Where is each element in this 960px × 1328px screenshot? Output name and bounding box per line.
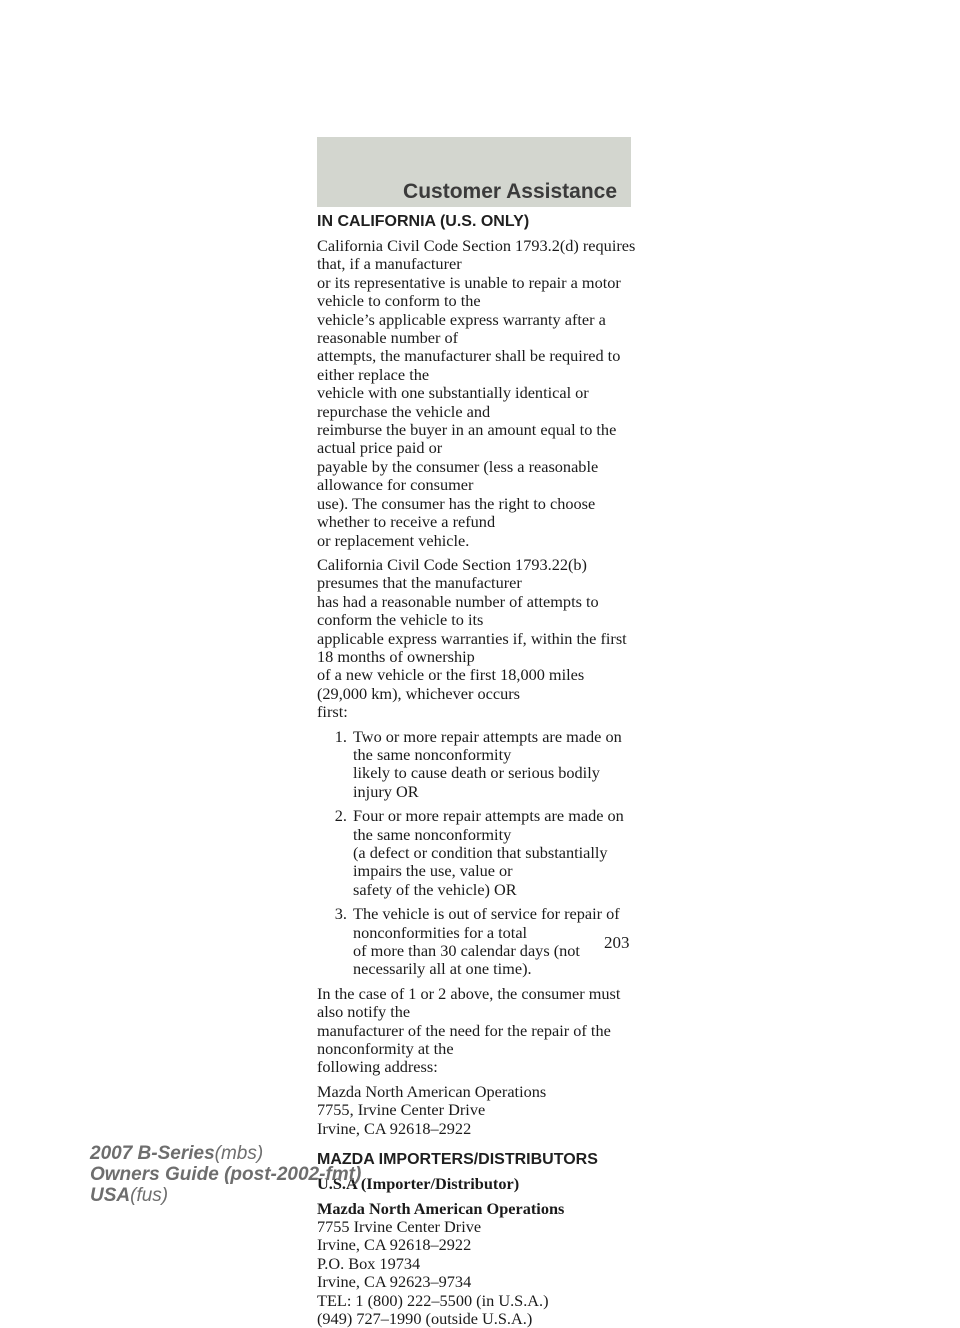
list-item-text: Four or more repair attempts are made on the same nonconformity (a defect or condition that substantially impairs the use, value or safety of the vehicle) OR xyxy=(353,806,624,899)
california-address: Mazda North American Operations 7755, Irvine Center Drive Irvine, CA 92618–2922 xyxy=(317,1081,547,1138)
footer-model-code: (mbs) xyxy=(214,1143,264,1164)
page-number: 203 xyxy=(604,933,630,952)
list-item xyxy=(317,905,637,979)
california-paragraph-2: California Civil Code Section 1793.22(b) presumes that the manufacturer has had a reasonable number of attempts to conform the vehicle to its applicable express warranties if, within the first 18 months of ownership of a new vehicle or the first 18,000 miles (29,000 km), whichever occurs first: xyxy=(317,554,627,722)
list-item-text: The vehicle is out of service for repair of nonconformities for a total of more than 30 calendar days (not necessarily all at one time). xyxy=(353,904,620,979)
nonconformity-list xyxy=(317,728,637,979)
footer-line-model xyxy=(90,1143,361,1164)
page-content xyxy=(317,212,637,1328)
footer-line-market xyxy=(90,1185,361,1206)
california-paragraph-1: California Civil Code Section 1793.2(d) requires that, if a manufacturer or its representative is unable to repair a motor vehicle to conform to the vehicle’s applicable express warranty after a reasonable number of attempts, the manufacturer shall be required to either replace the vehicle with one substantially identical or repurchase the vehicle and reimburse the buyer in an amount equal to the actual price paid or payable by the consumer (less a reasonable allowance for consumer use). The consumer has the right to choose whether to receive a refund or replacement vehicle. xyxy=(317,236,636,550)
list-item-number: 2. xyxy=(334,806,347,826)
california-paragraph-3: In the case of 1 or 2 above, the consumer must also notify the manufacturer of the need for the repair of the nonconformity at the following address: xyxy=(317,983,621,1077)
section-header-band xyxy=(317,137,631,207)
list-item-text: Two or more repair attempts are made on the same nonconformity likely to cause death or serious bodily injury OR xyxy=(353,726,622,801)
importer-address: 7755 Irvine Center Drive Irvine, CA 92618–2922 P.O. Box 19734 Irvine, CA 92623–9734 TEL: 1 (800) 222–5500 (in U.S.A.) (949) 727–1990 (outside U.S.A.) xyxy=(317,1216,549,1328)
list-item-number: 3. xyxy=(334,904,347,924)
footer-market: USA xyxy=(90,1185,131,1206)
importers-heading: MAZDA IMPORTERS/DISTRIBUTORS xyxy=(317,1151,598,1169)
list-item xyxy=(317,807,637,899)
footer-model: 2007 B-Series xyxy=(90,1143,215,1164)
footer-guide: Owners Guide (post-2002-fmt) xyxy=(90,1164,362,1185)
importers-subheading: U.S.A (Importer/Distributor) xyxy=(317,1174,520,1194)
california-heading: IN CALIFORNIA (U.S. ONLY) xyxy=(317,213,530,230)
footer-market-code: (fus) xyxy=(130,1185,169,1206)
document-footer xyxy=(90,1143,361,1206)
importer-company-name: Mazda North American Operations xyxy=(317,1198,565,1218)
list-item xyxy=(317,728,637,802)
list-item-number: 1. xyxy=(334,726,347,746)
footer-line-guide xyxy=(90,1164,361,1185)
section-title: Customer Assistance xyxy=(403,180,617,203)
